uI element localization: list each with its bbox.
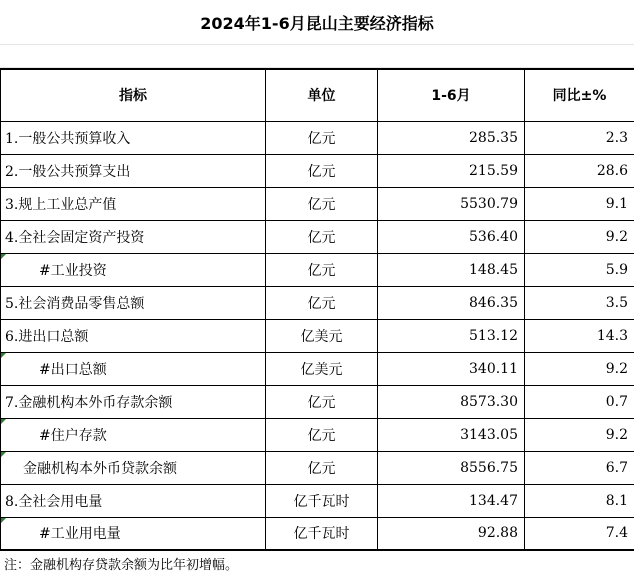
column-header-indicator: 指标 — [1, 69, 266, 121]
indicator-value: 846.35 — [378, 286, 525, 319]
indicator-unit: 亿元 — [266, 154, 378, 187]
indicator-yoy: 28.6 — [525, 154, 634, 187]
indicator-yoy: 9.2 — [525, 418, 634, 451]
table-row — [1, 253, 634, 286]
indicator-name: 8.全社会用电量 — [1, 484, 266, 517]
page-title: 2024年1-6月昆山主要经济指标 — [200, 13, 434, 33]
indicator-unit: 亿元 — [266, 121, 378, 154]
column-header-period: 1-6月 — [378, 69, 525, 121]
column-header-yoy: 同比±% — [525, 69, 634, 121]
indicator-unit: 亿元 — [266, 286, 378, 319]
indicator-unit: 亿元 — [266, 187, 378, 220]
indicator-yoy: 6.7 — [525, 451, 634, 484]
indicator-name: 6.进出口总额 — [1, 319, 266, 352]
indicator-unit: 亿元 — [266, 451, 378, 484]
indicator-unit: 亿千瓦时 — [266, 517, 378, 550]
indicator-unit: 亿千瓦时 — [266, 484, 378, 517]
indicator-yoy: 8.1 — [525, 484, 634, 517]
table-row — [1, 418, 634, 451]
indicator-yoy: 9.1 — [525, 187, 634, 220]
table-row — [1, 517, 634, 550]
footnote: 注：金融机构存贷款余额为比年初增幅。 — [4, 558, 239, 573]
indicator-unit: 亿元 — [266, 385, 378, 418]
table-row — [1, 484, 634, 517]
indicator-unit: 亿美元 — [266, 319, 378, 352]
indicator-name: #工业用电量 — [1, 517, 266, 550]
indicator-yoy: 14.3 — [525, 319, 634, 352]
indicator-name: #工业投资 — [1, 253, 266, 286]
indicator-name: 3.规上工业总产值 — [1, 187, 266, 220]
indicator-value: 3143.05 — [378, 418, 525, 451]
indicator-value: 285.35 — [378, 121, 525, 154]
table-row — [1, 451, 634, 484]
indicator-name: 金融机构本外币贷款余额 — [1, 451, 266, 484]
indicator-value: 5530.79 — [378, 187, 525, 220]
indicator-value: 148.45 — [378, 253, 525, 286]
indicator-yoy: 7.4 — [525, 517, 634, 550]
indicator-yoy: 0.7 — [525, 385, 634, 418]
table-row — [1, 187, 634, 220]
table-row — [1, 154, 634, 187]
indicator-value: 513.12 — [378, 319, 525, 352]
table-row — [1, 286, 634, 319]
table-row — [1, 352, 634, 385]
table-row — [1, 220, 634, 253]
indicator-value: 8573.30 — [378, 385, 525, 418]
indicator-value: 215.59 — [378, 154, 525, 187]
indicator-value: 536.40 — [378, 220, 525, 253]
indicator-value: 92.88 — [378, 517, 525, 550]
indicator-value: 134.47 — [378, 484, 525, 517]
indicator-name: 1.一般公共预算收入 — [1, 121, 266, 154]
indicator-yoy: 9.2 — [525, 220, 634, 253]
indicator-name: #住户存款 — [1, 418, 266, 451]
indicator-name: #出口总额 — [1, 352, 266, 385]
indicator-yoy: 5.9 — [525, 253, 634, 286]
spacer-row — [0, 44, 634, 68]
table-row — [1, 385, 634, 418]
table-row — [1, 319, 634, 352]
column-header-unit: 单位 — [266, 69, 378, 121]
indicators-table — [0, 68, 634, 551]
table-row — [1, 121, 634, 154]
indicator-name: 4.全社会固定资产投资 — [1, 220, 266, 253]
indicator-unit: 亿元 — [266, 418, 378, 451]
indicator-unit: 亿元 — [266, 220, 378, 253]
indicator-yoy: 9.2 — [525, 352, 634, 385]
indicator-value: 340.11 — [378, 352, 525, 385]
indicator-name: 7.金融机构本外币存款余额 — [1, 385, 266, 418]
table-header-row — [1, 69, 634, 121]
indicator-yoy: 2.3 — [525, 121, 634, 154]
indicator-name: 2.一般公共预算支出 — [1, 154, 266, 187]
indicator-unit: 亿美元 — [266, 352, 378, 385]
indicator-value: 8556.75 — [378, 451, 525, 484]
indicator-yoy: 3.5 — [525, 286, 634, 319]
indicator-unit: 亿元 — [266, 253, 378, 286]
indicator-name: 5.社会消费品零售总额 — [1, 286, 266, 319]
